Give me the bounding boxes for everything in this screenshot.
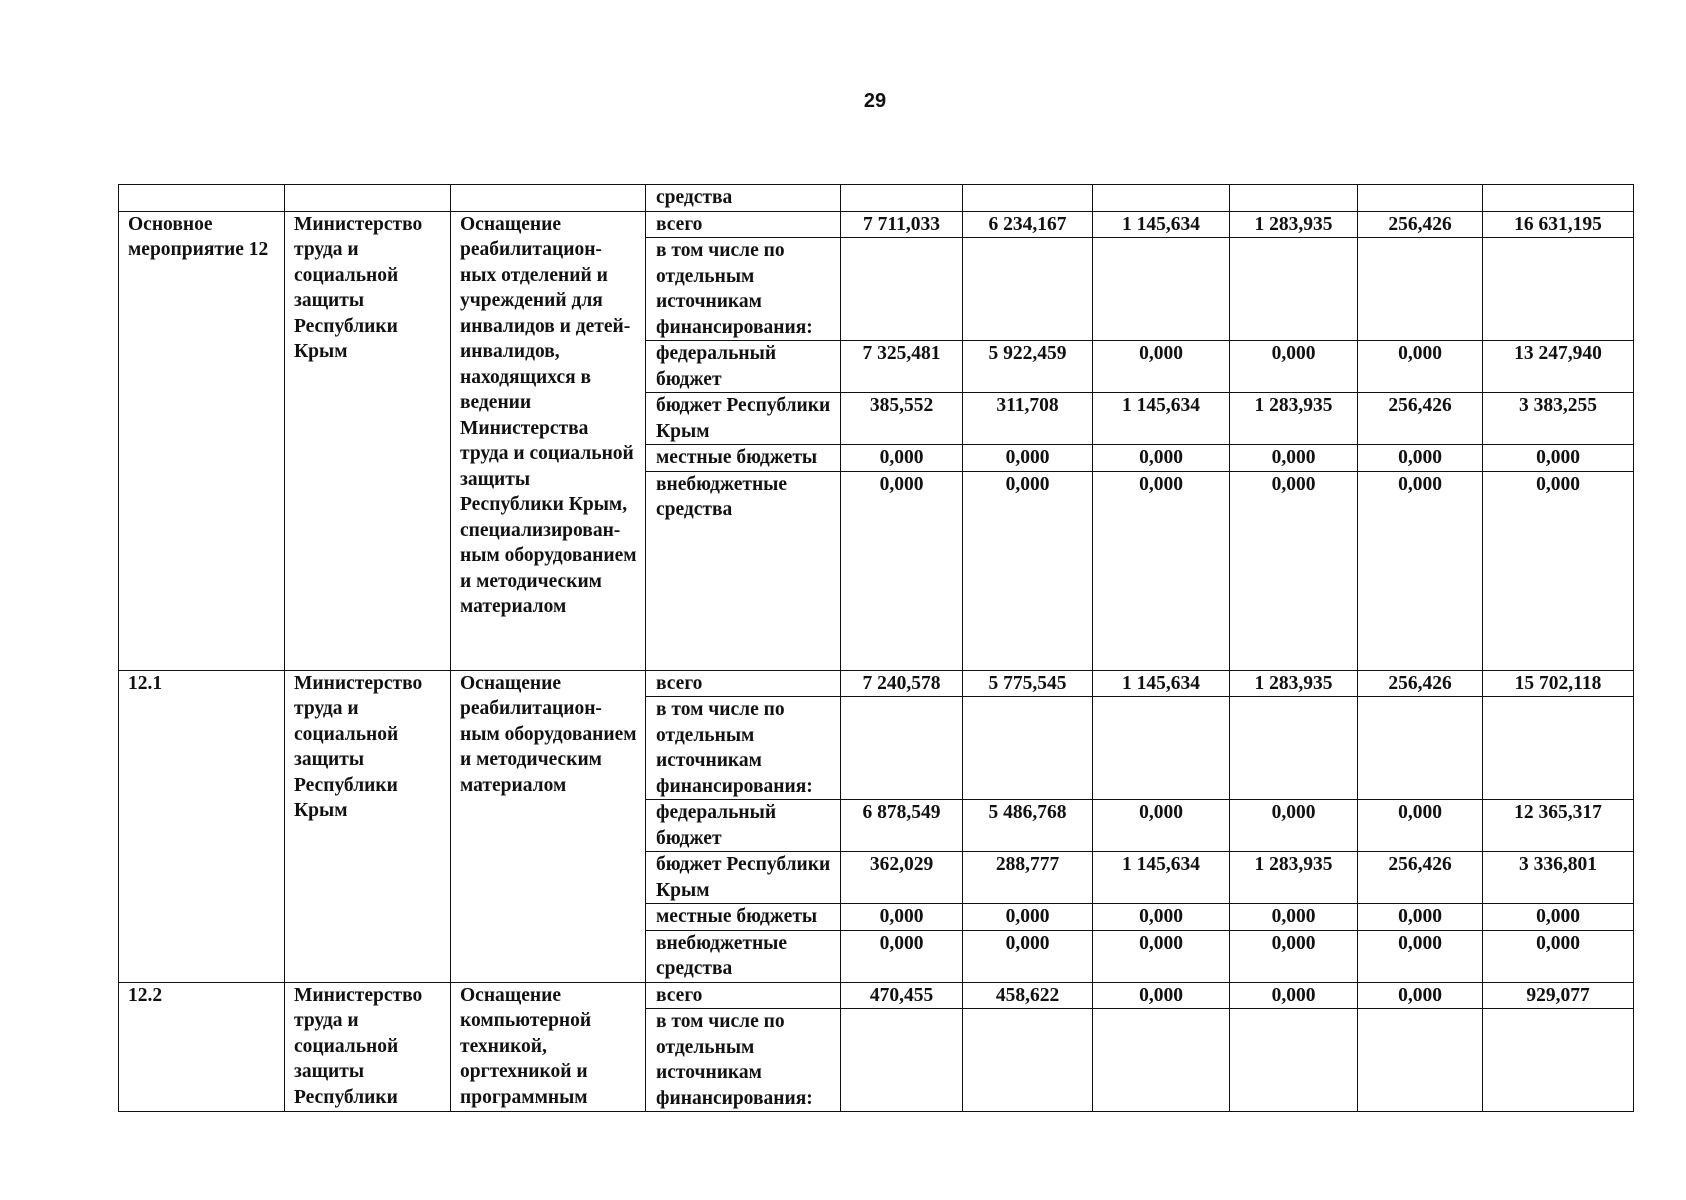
cell-value — [1358, 185, 1483, 212]
cell-executor: Министерство труда и социальной защиты Республики Крым — [285, 670, 451, 982]
cell-value: 1 283,935 — [1230, 211, 1358, 238]
cell-value: 362,029 — [841, 852, 963, 904]
cell-value: 929,077 — [1483, 982, 1634, 1009]
cell-value: 0,000 — [1483, 904, 1634, 931]
cell-value: 0,000 — [1093, 904, 1230, 931]
cell-value: 0,000 — [841, 904, 963, 931]
cell-value: 0,000 — [1358, 800, 1483, 852]
cell-value: 0,000 — [841, 471, 963, 670]
cell-value: 6 234,167 — [963, 211, 1093, 238]
cell-description: Оснащение реабилитацион-ным оборудованием и методическим материалом — [451, 670, 646, 982]
cell-value — [1230, 238, 1358, 341]
page-number: 29 — [863, 90, 887, 112]
cell-executor: Министерство труда и социальной защиты Республики Крым — [285, 211, 451, 670]
cell-value: 1 145,634 — [1093, 852, 1230, 904]
cell-value: 0,000 — [1093, 341, 1230, 393]
cell-value: 288,777 — [963, 852, 1093, 904]
cell-value — [963, 697, 1093, 800]
cell-value: 458,622 — [963, 982, 1093, 1009]
cell-value: 0,000 — [1093, 445, 1230, 472]
cell-value — [963, 185, 1093, 212]
cell-value: 1 145,634 — [1093, 211, 1230, 238]
cell-source: бюджет Республики Крым — [646, 393, 841, 445]
cell-value — [963, 1009, 1093, 1112]
cell-value: 0,000 — [1230, 445, 1358, 472]
cell-source: федеральный бюджет — [646, 800, 841, 852]
cell-source: всего — [646, 982, 841, 1009]
cell-value: 12 365,317 — [1483, 800, 1634, 852]
cell-value: 311,708 — [963, 393, 1093, 445]
cell-id: 12.2 — [119, 982, 285, 1112]
table-body — [119, 185, 1634, 1112]
cell-executor — [285, 185, 451, 212]
cell-value: 5 775,545 — [963, 670, 1093, 697]
cell-value — [1230, 697, 1358, 800]
cell-value: 7 711,033 — [841, 211, 963, 238]
cell-value: 256,426 — [1358, 670, 1483, 697]
table-row — [119, 211, 1634, 238]
cell-value — [1483, 697, 1634, 800]
cell-value: 13 247,940 — [1483, 341, 1634, 393]
cell-source: всего — [646, 670, 841, 697]
cell-value: 470,455 — [841, 982, 963, 1009]
cell-value: 0,000 — [1230, 982, 1358, 1009]
table-row — [119, 982, 1634, 1009]
cell-value: 0,000 — [963, 904, 1093, 931]
cell-value: 0,000 — [1358, 341, 1483, 393]
cell-value: 6 878,549 — [841, 800, 963, 852]
cell-value: 0,000 — [1230, 930, 1358, 982]
cell-source: в том числе по отдельным источникам финансирования: — [646, 238, 841, 341]
cell-value — [841, 238, 963, 341]
cell-value: 0,000 — [1358, 930, 1483, 982]
cell-value: 1 283,935 — [1230, 852, 1358, 904]
cell-value: 5 922,459 — [963, 341, 1093, 393]
budget-table — [118, 184, 1634, 1112]
cell-executor: Министерство труда и социальной защиты Республики — [285, 982, 451, 1112]
cell-value — [1093, 238, 1230, 341]
cell-value: 0,000 — [1483, 930, 1634, 982]
table-row — [119, 185, 1634, 212]
cell-value: 256,426 — [1358, 852, 1483, 904]
cell-value: 0,000 — [1230, 800, 1358, 852]
cell-value: 256,426 — [1358, 393, 1483, 445]
cell-value: 5 486,768 — [963, 800, 1093, 852]
cell-description: Оснащение компьютерной техникой, оргтехникой и программным — [451, 982, 646, 1112]
cell-value: 0,000 — [1483, 445, 1634, 472]
cell-value: 0,000 — [1093, 800, 1230, 852]
cell-value — [1483, 185, 1634, 212]
cell-value: 385,552 — [841, 393, 963, 445]
cell-value — [1358, 697, 1483, 800]
cell-value: 1 283,935 — [1230, 670, 1358, 697]
cell-value: 0,000 — [1093, 471, 1230, 670]
cell-value: 0,000 — [1358, 904, 1483, 931]
cell-source: внебюджетные средства — [646, 930, 841, 982]
cell-value: 0,000 — [963, 930, 1093, 982]
cell-value — [1483, 1009, 1634, 1112]
cell-description: Оснащение реабилитацион-ных отделений и учреждений для инвалидов и детей-инвалидов, находящихся в ведении Министерства труда и социальной защиты Республики Крым, специализирован-ным оборудованием и методическим материалом — [451, 211, 646, 670]
cell-source: всего — [646, 211, 841, 238]
cell-value — [1093, 1009, 1230, 1112]
cell-value — [1483, 238, 1634, 341]
cell-value: 1 283,935 — [1230, 393, 1358, 445]
cell-value: 0,000 — [1358, 445, 1483, 472]
cell-value — [1358, 1009, 1483, 1112]
cell-value: 3 383,255 — [1483, 393, 1634, 445]
cell-value: 1 145,634 — [1093, 393, 1230, 445]
cell-value: 0,000 — [1093, 982, 1230, 1009]
cell-source: бюджет Республики Крым — [646, 852, 841, 904]
cell-value — [1230, 1009, 1358, 1112]
cell-value — [963, 238, 1093, 341]
cell-source: местные бюджеты — [646, 904, 841, 931]
cell-value: 0,000 — [963, 471, 1093, 670]
cell-source: в том числе по отдельным источникам финансирования: — [646, 1009, 841, 1112]
cell-description — [451, 185, 646, 212]
cell-source: местные бюджеты — [646, 445, 841, 472]
cell-source: федеральный бюджет — [646, 341, 841, 393]
cell-value: 0,000 — [841, 445, 963, 472]
cell-value — [841, 185, 963, 212]
cell-value: 0,000 — [1358, 471, 1483, 670]
cell-source: внебюджетные средства — [646, 471, 841, 670]
cell-value — [1230, 185, 1358, 212]
cell-value: 1 145,634 — [1093, 670, 1230, 697]
cell-value: 0,000 — [1230, 471, 1358, 670]
cell-value: 15 702,118 — [1483, 670, 1634, 697]
cell-value: 7 325,481 — [841, 341, 963, 393]
cell-value: 0,000 — [841, 930, 963, 982]
cell-value: 0,000 — [963, 445, 1093, 472]
cell-value — [841, 697, 963, 800]
cell-value: 0,000 — [1483, 471, 1634, 670]
cell-id: 12.1 — [119, 670, 285, 982]
cell-value: 0,000 — [1230, 904, 1358, 931]
cell-value: 256,426 — [1358, 211, 1483, 238]
cell-value: 0,000 — [1358, 982, 1483, 1009]
cell-source: в том числе по отдельным источникам финансирования: — [646, 697, 841, 800]
cell-value: 0,000 — [1093, 930, 1230, 982]
cell-value — [1093, 697, 1230, 800]
cell-id — [119, 185, 285, 212]
cell-value — [1093, 185, 1230, 212]
cell-id: Основное мероприятие 12 — [119, 211, 285, 670]
cell-value — [841, 1009, 963, 1112]
cell-value: 0,000 — [1230, 341, 1358, 393]
cell-value: 16 631,195 — [1483, 211, 1634, 238]
cell-source: средства — [646, 185, 841, 212]
table-row — [119, 670, 1634, 697]
cell-value — [1358, 238, 1483, 341]
cell-value: 7 240,578 — [841, 670, 963, 697]
cell-value: 3 336,801 — [1483, 852, 1634, 904]
